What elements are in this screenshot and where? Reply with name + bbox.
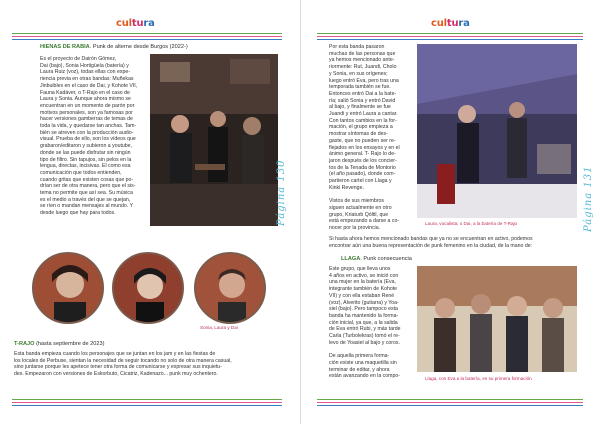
right-text-line: tos de la Tenada de Montorio <box>329 164 396 171</box>
right-text-line: ya hemos mencionado ante- <box>329 57 395 64</box>
article-text-line: visual. Prueba de ello, son los vídeos que <box>40 136 136 143</box>
article-text-line: riencia previa en otras bandas: Muñekas <box>40 76 134 83</box>
llaga-band-photo <box>417 266 577 372</box>
portraits-caption: Sonia, Laura y Dai <box>200 325 238 330</box>
right-text-line: Con tantos cambios en la for- <box>329 117 397 124</box>
article-text-line: Fauna Kadáver, o T-Rajo en el caso de <box>40 89 130 96</box>
right-text-line: Por esta banda pasaron <box>329 44 385 50</box>
right-text-line: y Sonia, en sus orígenes; <box>329 70 388 77</box>
right-text-line: luego entró Eva, pero tras una <box>329 77 399 84</box>
llaga-text-line: levo de Yoasiel al bajo y coros. <box>329 339 400 346</box>
footer-rule-blue-right <box>317 405 583 406</box>
llaga-text-line: de Eva entró Rubi, y más tarde <box>329 326 401 333</box>
magazine-logo: cultura <box>116 18 155 29</box>
header-rule-pink-right <box>317 36 583 37</box>
right-text-line <box>329 191 413 198</box>
llaga-text-line: De aquella primera forma- <box>329 353 390 360</box>
article-text-line: hacer versiones gamberras de temas de <box>40 116 133 123</box>
right-text-line: temporada también se fue. <box>329 84 391 91</box>
article-text-line: bién se atreven con la producción audio- <box>40 129 134 136</box>
llaga-text-line: (voz), Alverito (guitarra) y Yoa- <box>329 299 399 306</box>
right-text-line: flejados en los ensayos y en el <box>329 144 400 151</box>
article-text-line: tema no permite que así sea. Su música <box>40 190 133 197</box>
article-text-line: Es el proyecto de Dairón Gómez, <box>40 56 117 62</box>
right-text-line: Entonces entró Dai a la bate- <box>329 90 397 97</box>
article-text-line: tipo de filtro. Sin tapujos, sin pelos en la <box>40 156 132 163</box>
article-text-line: lengua, directas, incisivas. El como esa <box>40 163 131 170</box>
section-heading: HIENAS DE RABIA. Punk de alterne desde Burgos (2022-) <box>40 44 188 50</box>
article-text-line: Laura Ruiz (voz), todas ellas con expe- <box>40 69 130 76</box>
right-text-line: está empezando a darse a co- <box>329 218 400 225</box>
right-text-line: partieron cartel con Llaga y <box>329 178 392 185</box>
llaga-text-line: siel (bajo). Pero tampoco esta <box>329 306 398 313</box>
article-text-line: encuentran en un momento de parón por <box>40 102 135 109</box>
right-text-line: mación, el grupo empieza a <box>329 124 393 131</box>
portrait-sonia <box>32 252 104 324</box>
band-live-photo <box>150 54 278 226</box>
llaga-intro <box>329 236 577 249</box>
trajo-text-line: los locales de Perbuse, sientan la necesidad de seguir tocando no solo de otra manera casual, <box>14 357 232 364</box>
right-text-line: (el año pasado), donde com- <box>329 171 396 178</box>
right-text-line: siguen actualmente en otro <box>329 204 392 211</box>
footer-rule-green <box>12 399 282 400</box>
llaga-text-line: están avanzando en la compo- <box>329 373 400 380</box>
right-text-line: mostrar síntomas de des- <box>329 131 388 138</box>
article-body-right-col <box>329 44 413 232</box>
article-body-llaga <box>329 266 413 380</box>
footer-rule-green-right <box>317 399 583 400</box>
article-text-line: toda la vida, y quedarse tan anchas. Tam- <box>40 123 137 130</box>
llaga-text-line: Este grupo, que lleva unos <box>329 266 391 272</box>
article-text-line: grabaron/editaron y subieron a youtube, <box>40 143 132 150</box>
trajo-text-line: Esta banda empieza cuando los personajes que se juntan en los jam y en las fiestas de <box>14 351 216 357</box>
llaga-text-line: integrante también de Kohote <box>329 286 398 293</box>
footer-rule-pink <box>12 402 282 403</box>
article-text-line: motivos personales, son ya famosas por <box>40 109 133 116</box>
article-body-left <box>40 56 146 217</box>
article-text-line: Dai (bajo), Sonia Hortigüela (batería) y <box>40 62 129 69</box>
llaga-text-line: terminar de editar, y ahora <box>329 366 390 373</box>
llaga-text-line: Carla (Turbolekras) tomó el re- <box>329 333 400 340</box>
llaga-text-line: ción inicial, ya que, a la salida <box>329 319 398 326</box>
right-text-line: jaron después de los concier- <box>329 157 397 164</box>
article-text-line: cuando gritas que existen cosas que po- <box>40 176 134 183</box>
right-text-line: al bajo, y finalmente se fue <box>329 104 391 111</box>
llaga-text-line: banda ha mantenido la forma- <box>329 312 399 319</box>
header-rule-green <box>12 33 282 34</box>
footer-rule-pink-right <box>317 402 583 403</box>
section-heading-llaga: LLAGA. Punk consecuencia <box>341 256 412 262</box>
right-text-line: ánimo general. T- Rajo lo de- <box>329 151 396 158</box>
portrait-laura <box>112 252 184 324</box>
trajo-text-line: sino juntarse porque les apetece tener otra forma de comunicarse y expresar sus inquietu- <box>14 364 222 371</box>
article-text-line: donde se las puede disfrutar sin ningún <box>40 149 131 156</box>
page-number-right: Página 131 <box>583 165 594 232</box>
llaga-photo-caption: Llaga, con Eva a la batería, en su primera formación <box>425 376 532 381</box>
article-text-line: Laura y Sonia. Aunque ahora mismo se <box>40 96 131 103</box>
article-body-trajo <box>14 351 280 378</box>
llaga-text-line: ción existe una maquetilla sin <box>329 359 397 366</box>
header-rule-blue-right <box>317 39 583 40</box>
right-text-line: grupo, Kriaturb Qóltil, que <box>329 211 389 218</box>
header-rule-blue <box>12 39 282 40</box>
article-text-line: Jinbuibles en el caso de Dai, y Kohote VII, <box>40 82 138 89</box>
trajo-photo-caption: Laura, vocalista; o Dai, a la batería de T-Rajo <box>425 221 518 226</box>
trajo-text-line: des. Empezaron con versiones de Eskorbuto, Cicatriz, Kadenazo... punk muy ochentero. <box>14 371 218 378</box>
intro-text-line: Si hasta ahora hemos mencionado bandas que ya no se encuentran en activo, podemos <box>329 236 533 242</box>
magazine-logo-right: cultura <box>431 18 470 29</box>
page-number-left: Página 130 <box>276 159 287 226</box>
right-page <box>300 0 600 424</box>
right-text-line: riormente: Rut, Juandi, Cholo <box>329 64 397 71</box>
llaga-text-line <box>329 346 413 353</box>
right-text-line: Vistos de sus miembros <box>329 198 384 205</box>
llaga-text-line: VII) y con ella estaban René <box>329 292 395 299</box>
right-text-line: muchas de las personas que <box>329 50 396 57</box>
header-rule-green-right <box>317 33 583 34</box>
right-text-line: nocer por la provincia. <box>329 224 381 231</box>
portrait-dai <box>194 252 266 324</box>
intro-text-line: encontrar aún una buena representación de punk femenino en la ciudad, de la mano de: <box>329 242 533 249</box>
right-text-line: ría; salió Sonia y entró David <box>329 97 396 104</box>
header-rule-pink <box>12 36 282 37</box>
section-heading-trajo: T-RAJO (hasta septiembre de 2023) <box>14 341 105 347</box>
llaga-text-line: 4 años en activo, se inició con <box>329 272 399 279</box>
article-text-line: drían ser de otra manera, pero que el sis- <box>40 183 136 190</box>
footer-rule-blue <box>12 405 282 406</box>
article-text-line: desde luego que hay para todos. <box>40 210 116 217</box>
right-text-line: Kinki Revenge. <box>329 184 364 191</box>
article-text-line: comunicación que todos entienden, <box>40 169 122 176</box>
trajo-concert-photo <box>417 44 577 218</box>
right-text-line: gaste, que no pueden ser re- <box>329 137 396 144</box>
llaga-text-line: una mujer en la batería (Eva, <box>329 279 396 286</box>
article-text-line: se ríen o mandan mensajes al mundo. Y <box>40 203 134 210</box>
article-text-line: es el medio a través del que se quejan, <box>40 196 131 203</box>
right-text-line: Juandi y entró Laura a cantar. <box>329 111 398 118</box>
